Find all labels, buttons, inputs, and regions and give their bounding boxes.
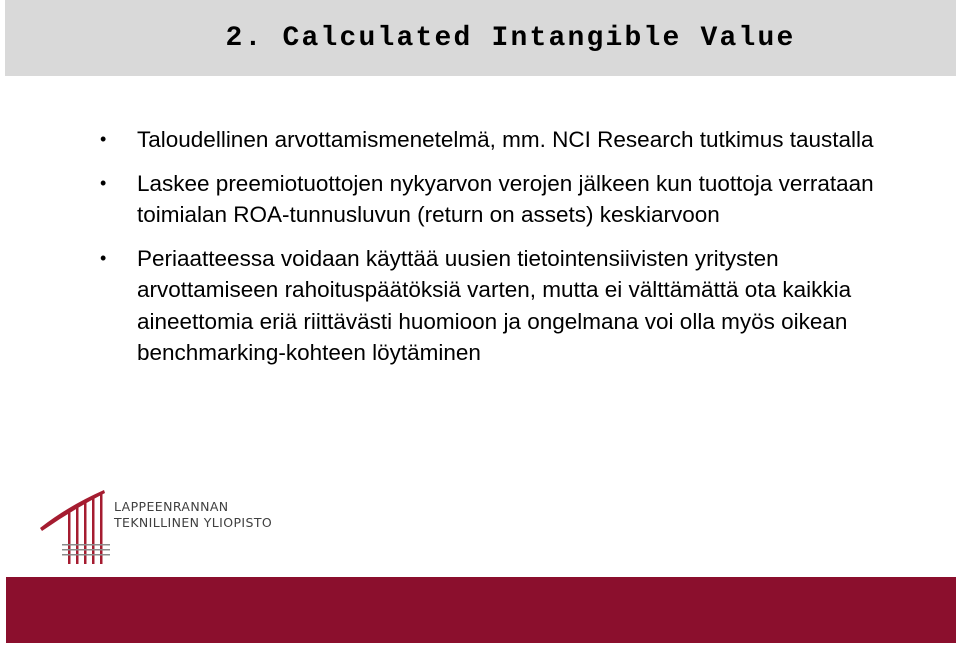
title-band	[5, 0, 956, 76]
bullet-dot-icon: •	[100, 172, 107, 193]
bullet-list	[100, 124, 920, 381]
bullet-text: Periaatteessa voidaan käyttää uusien tietointensiivisten yritysten arvottamiseen rahoituspäätöksiä varten, mutta ei välttämättä ota kaikkia aineettomia eriä riittävästi huomioon ja ongelmana voi olla myös oikean benchmarking-kohteen löytäminen	[137, 245, 852, 365]
university-logo-mark-icon	[38, 488, 110, 568]
footer-band	[6, 577, 956, 643]
university-name-line1: LAPPEENRANNAN	[114, 499, 229, 514]
bullet-item	[100, 168, 920, 231]
university-logo	[38, 488, 278, 568]
slide-title: 2. Calculated Intangible Value	[225, 22, 796, 54]
bullet-dot-icon: •	[100, 247, 107, 268]
university-name-line2: TEKNILLINEN YLIOPISTO	[114, 515, 273, 530]
bullet-dot-icon: •	[100, 129, 107, 149]
university-name	[114, 499, 272, 531]
bullet-item	[100, 243, 920, 369]
bullet-text: Laskee preemiotuottojen nykyarvon verojen jälkeen kun tuottoja verrataan toimialan ROA-tunnusluvun (return on assets) keskiarvoon	[137, 170, 874, 227]
bullet-item	[100, 124, 920, 156]
bullet-text: Taloudellinen arvottamismenetelmä, mm. NCI Research tutkimus taustalla	[137, 127, 874, 152]
